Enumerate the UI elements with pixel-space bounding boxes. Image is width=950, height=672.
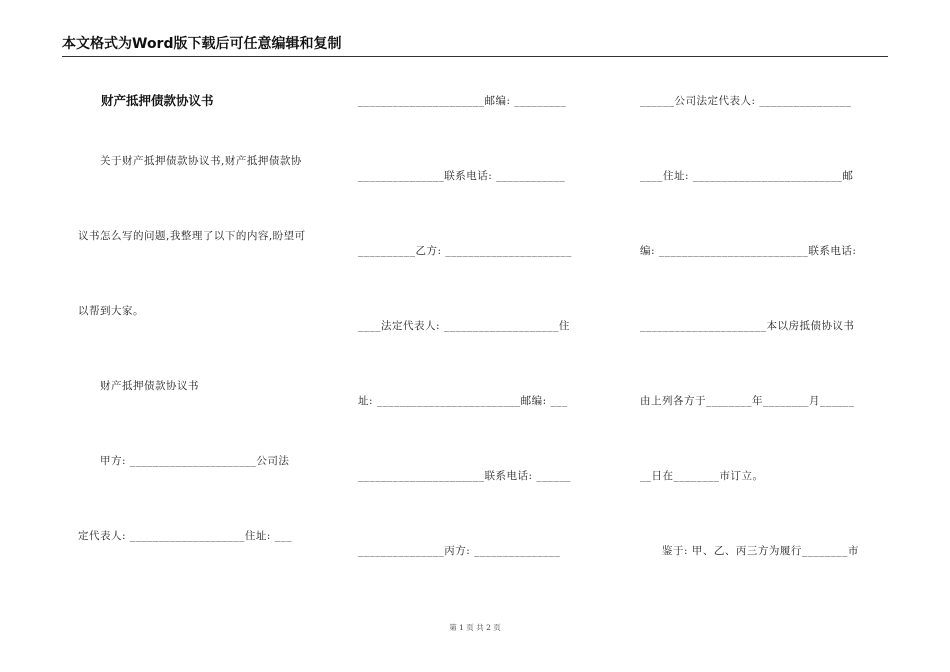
form-line: ____法定代表人: ____________________住 xyxy=(358,320,570,332)
form-line: 编: __________________________联系电话: xyxy=(640,245,857,257)
form-line: ______________________邮编: _________ xyxy=(358,95,567,107)
party-a-line: 甲方: ______________________公司法 xyxy=(100,455,290,467)
doc-title: 财产抵押债款协议书 xyxy=(101,93,214,108)
party-a-rep-line: 定代表人: ____________________住址: ___ xyxy=(78,530,293,542)
paragraph-line: 议书怎么写的问题,我整理了以下的内容,盼望可 xyxy=(78,230,306,242)
party-b-line: __________乙方: ______________________ xyxy=(358,245,572,257)
section-heading: 财产抵押债款协议书 xyxy=(100,380,199,392)
form-line: _______________联系电话: ____________ xyxy=(358,170,566,182)
date-line: __日在________市订立。 xyxy=(640,470,764,482)
form-line: 址: _________________________邮编: ___ xyxy=(358,395,568,407)
form-line: ______________________本以房抵债协议书 xyxy=(640,320,855,332)
page-number: 第 1 页 共 2 页 xyxy=(449,623,501,632)
form-line: ____住址: __________________________邮 xyxy=(640,170,854,182)
recital-line: 鉴于: 甲、乙、丙三方为履行________市 xyxy=(662,545,859,557)
party-c-line: _______________丙方: _______________ xyxy=(358,545,561,557)
page-header: 本文格式为Word版下载后可任意编辑和复制 xyxy=(62,35,888,57)
paragraph-line: 关于财产抵押债款协议书,财产抵押债款协 xyxy=(100,155,302,167)
paragraph-line: 以帮到大家。 xyxy=(78,305,144,317)
date-line: 由上列各方于________年________月______ xyxy=(640,395,855,407)
form-line: ______公司法定代表人: ________________ xyxy=(640,95,852,107)
form-line: ______________________联系电话: ______ xyxy=(358,470,571,482)
